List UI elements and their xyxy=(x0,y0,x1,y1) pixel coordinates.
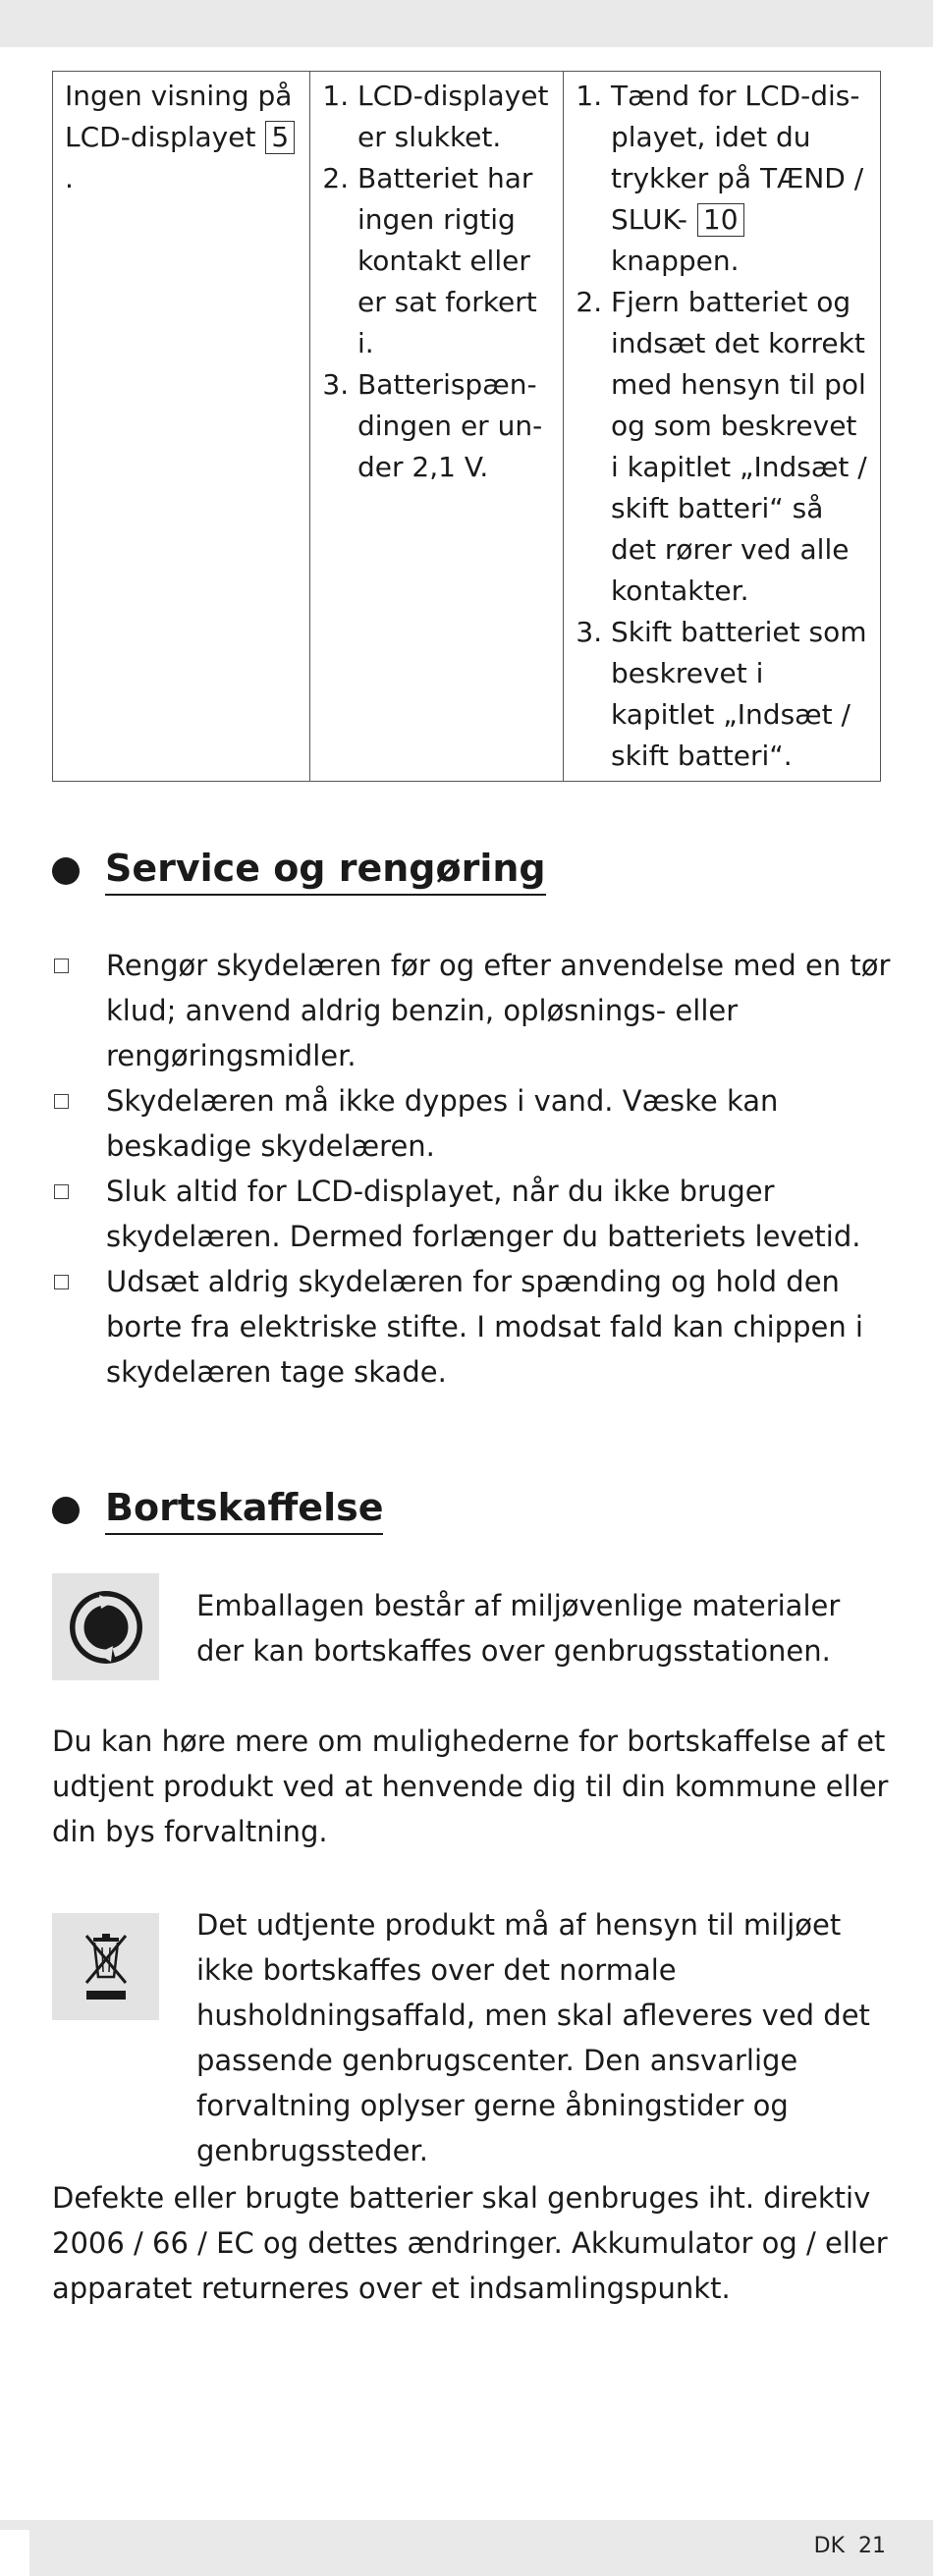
footer-notch xyxy=(0,2530,29,2576)
ref-box: 5 xyxy=(265,121,295,154)
symptom-text: Ingen visning på LCD-displayet xyxy=(65,80,293,153)
list-item: Rengør skydelæren før og efter anvendelse med en tør klud; anvend aldrig benzin, opløsnings- eller rengøringsmidler. xyxy=(52,943,897,1078)
ref-box: 10 xyxy=(697,203,744,237)
service-heading: Service og rengøring xyxy=(52,847,546,896)
cause-item: 2. Batteriet har ingen rigtig kontakt eller er sat forkert i. xyxy=(357,158,553,364)
remedy-item: 3. Skift batteriet som beskrevet i kapitlet „Indsæt / skift batteri“. xyxy=(611,612,870,777)
symptom-cell: Ingen visning på LCD-displayet 5. xyxy=(53,72,310,782)
green-dot-recycle-icon xyxy=(52,1573,159,1680)
disposal-heading: Bortskaffelse xyxy=(52,1486,383,1535)
remedy-item: 1. Tænd for LCD-displayet, idet du trykker på TÆND / SLUK- 10 knappen. xyxy=(611,76,870,282)
weee-text: Det udtjente produkt må af hensyn til miljøet ikke bortskaffes over det normale husholdningsaffald, men skal afleveres ved det passende genbrugscenter. Den ansvarlige forvaltning oplyser gerne åbningstider og genbrugssteder. xyxy=(196,1908,870,2167)
packaging-text: Emballagen består af miljøvenlige materialer der kan bortskaffes over genbrugsstationen. xyxy=(196,1589,841,1668)
page-footer xyxy=(0,2520,933,2576)
top-band xyxy=(0,0,933,47)
table-row xyxy=(53,72,881,782)
cause-cell xyxy=(310,72,564,782)
cause-item: 3. Batterispændingen er under 2,1 V. xyxy=(357,364,553,488)
bullet-dot-icon xyxy=(52,1497,80,1524)
cause-item: 1. LCD-displayet er slukket. xyxy=(357,76,553,158)
list-item: Skydelæren må ikke dyppes i vand. Væske kan beskadige skydelæren. xyxy=(52,1078,897,1169)
checkbox-square-icon xyxy=(54,1184,69,1199)
list-item: Udsæt aldrig skydelæren for spænding og hold den borte fra elektriske stifte. I modsat fald kan chippen i skydelæren tage skade. xyxy=(52,1259,897,1395)
service-list xyxy=(52,943,897,1395)
troubleshooting-table xyxy=(52,71,881,782)
info-text: Du kan høre mere om mulighederne for bortskaffelse af et udtjent produkt ved at henvende dig til din kommune eller din bys forvaltning. xyxy=(52,1725,889,1848)
checkbox-square-icon xyxy=(54,1275,69,1289)
remedy-item: 2. Fjern batteriet og indsæt det korrekt med hensyn til pol og som beskrevet i kapitlet „Indsæt / skift batteri“ så det rører ved alle kontakter. xyxy=(611,282,870,612)
list-item: Sluk altid for LCD-displayet, når du ikke bruger skydelæren. Dermed forlænger du batteriets levetid. xyxy=(52,1169,897,1259)
checkbox-square-icon xyxy=(54,1094,69,1109)
checkbox-square-icon xyxy=(54,959,69,973)
bullet-dot-icon xyxy=(52,857,80,885)
remedy-cell xyxy=(564,72,881,782)
crossed-bin-icon xyxy=(52,1913,159,2020)
battery-text: Defekte eller brugte batterier skal genbruges iht. direktiv 2006 / 66 / EC og dettes ændringer. Akkumulator og / eller apparatet returneres over et indsamlingspunkt. xyxy=(52,2181,888,2305)
page-number: DK 21 xyxy=(813,2534,886,2558)
